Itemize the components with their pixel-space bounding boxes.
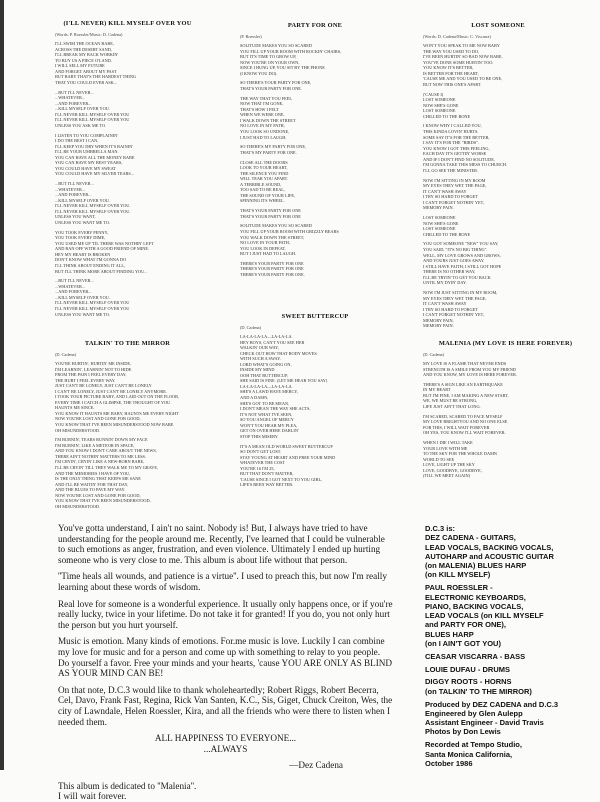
lyric-line: BUT IT'S TIME TO GROW UP, bbox=[240, 54, 297, 60]
lyric-line: AND RAN OFF WITH A GOOD FRIEND OF MINE. bbox=[55, 246, 150, 252]
credit-block bbox=[425, 665, 597, 674]
lyric-line: LOVE, LIGHT UP THE SKY bbox=[423, 462, 475, 468]
lyric-line: LA-LA-LA-LA—LA-LA-LA. bbox=[240, 383, 293, 389]
lyric-stanza bbox=[240, 96, 390, 140]
lyric-line: SO THERE'S YOUR PARTY FOR ONE, bbox=[240, 80, 312, 86]
lyric-line: A TERRIBLE SOUND, bbox=[240, 181, 282, 187]
credit-line: AUTOHARP and ACOUSTIC GUITAR bbox=[425, 551, 554, 561]
closing-message bbox=[58, 733, 393, 754]
lyric-line: ...AND FOREVER... bbox=[55, 100, 92, 106]
lyric-line: YOU GOT SOMEONE "NEW" YOU SAY, bbox=[423, 241, 499, 247]
lyric-line: 'CAUSE SINCE I GOT NEXT TO YOU GIRL, bbox=[240, 476, 323, 482]
credit-line: and PARTY FOR ONE), bbox=[425, 620, 506, 630]
lyric-line: YOU CAN HAVE ALL THE MONEY BABE bbox=[55, 154, 135, 160]
lyric-line: ...KILL MYSELF OVER YOU. bbox=[55, 294, 110, 300]
credit-line: Santa Monica California, bbox=[425, 749, 513, 759]
lyric-line: YOU WALK DOWN THE STREET, bbox=[240, 234, 305, 240]
credit-line: PAUL ROESSLER - bbox=[425, 583, 493, 593]
lyric-line: CLOSE ALL THE DOORS bbox=[240, 159, 288, 165]
lyric-line: SHE'S GOT TO BE MEAN, bbox=[240, 400, 290, 406]
lyric-line: DON'T KNOW WHAT I'M GONNA DO bbox=[55, 257, 127, 263]
lyric-line: I'LL BE TRYIN' TO GET YOU BACK bbox=[423, 274, 491, 280]
lyric-line: SOLITUDE MAKES YOU SO SCARED bbox=[240, 43, 312, 48]
lyric-line: NOW YOU'RE LOST AND GONE FOR GOOD, bbox=[55, 416, 141, 422]
song-credit: (D. Cadena) bbox=[240, 325, 261, 330]
lyric-line: SOME SAY IT'S FOR THE BETTER, bbox=[423, 134, 490, 140]
lyric-stanza bbox=[240, 43, 390, 76]
lyric-line: WALKIN' OUR WAY, bbox=[240, 345, 279, 351]
lyric-line: UNLESS YOU WANT, bbox=[55, 214, 96, 220]
lyric-line: SO YOU ANGEL OF MERCY bbox=[240, 417, 294, 423]
lyric-line: WHEN WE WERE ONE. bbox=[240, 112, 285, 118]
lyric-stanza bbox=[423, 123, 573, 173]
lyric-line: ...WHATEVER... bbox=[55, 186, 86, 192]
credit-line: ELECTRONIC KEYBOARDS, bbox=[425, 592, 526, 602]
liner-notes bbox=[58, 523, 393, 802]
lyric-line: YOU USED ME UP 'TIL THERE WAS NOTHIN' LEFT bbox=[55, 240, 154, 246]
lyric-line: I TRY SO HARD TO FORGET bbox=[423, 306, 478, 312]
lyric-line: YOU KNOW IT'S BETTER, bbox=[423, 65, 474, 71]
lyric-line: I CAN'T FORGET NOTHIN' YET, bbox=[423, 199, 484, 205]
lyric-line: WORLD TO SEE bbox=[423, 456, 455, 462]
lyric-line: OH MISUNDERSTOOD. bbox=[55, 427, 101, 433]
song-credit: (P. Roessler) bbox=[240, 34, 262, 39]
lyric-line: WON'T YOU SPEAK TO ME NOW BABY bbox=[423, 43, 500, 48]
lyric-line: NOW SHE'S GONE bbox=[423, 102, 459, 108]
lyric-line: JUST CAN'T BE LONELY, JUST CAN'T BE LONELY bbox=[55, 383, 152, 389]
song-title: MALENIA (MY LOVE IS HERE FOREVER) bbox=[438, 340, 573, 347]
lyric-line: YOU FILL UP YOUR ROOM WITH ROCKIN' CHAIRS, bbox=[240, 48, 342, 54]
dedication-line: This album is dedicated to ''Malenia''. bbox=[58, 780, 197, 791]
lyric-line: UNTIL MY DYIN' DAY. bbox=[423, 280, 467, 286]
lyric-line: IT'S NOT WHAT I'VE SEEN, bbox=[240, 411, 293, 417]
lyric-line: CHECK OUT HOW THAT BODY MOVES bbox=[240, 350, 317, 356]
lyric-line: I'LL SWIM THE OCEAN BABE, bbox=[55, 41, 114, 46]
lyric-line: AND YOURS JUST GOES AWAY. bbox=[423, 258, 485, 264]
lyric-line: WELL, MY LOVE GROWS AND GROWS, bbox=[423, 252, 501, 258]
lyric-line: ...BUT I'LL NEVER... bbox=[55, 278, 94, 284]
lyric-line: I TOOK YOUR PICTURE BABY, AND LAID OUT ON THE FLOOR, bbox=[55, 394, 180, 400]
lyric-line: WITH SUCH A SWAY. bbox=[240, 356, 281, 362]
lyric-line: AND FORGET ABOUT MY PAST bbox=[55, 68, 117, 74]
lyric-line: LOVE, GOODBYE, GOODBYE, bbox=[423, 467, 482, 473]
lyric-line: THE SILENCE YOU FIND bbox=[240, 170, 289, 176]
lyric-line: (TILL WE MEET AGAIN) bbox=[423, 473, 471, 479]
lyric-line: UNLESS YOU WANT ME TO. bbox=[55, 311, 111, 317]
lyric-line: STOP THIS MISERY. bbox=[240, 433, 279, 439]
lyric-line: ACROSS THE DESERT SAND, bbox=[55, 46, 112, 52]
lyric-line: BUT NOW THIS ONE'S APART. bbox=[423, 81, 482, 87]
notes-paragraph: Real love for someone is a wonderful experience. It usually only happens once, or if you're really lucky, twice in your lifetime. Do not take it for granted! If you do, you not only hurt the person but you hurt yourself. bbox=[58, 598, 393, 630]
lyric-line: I'LL THINK ABOUT ENDING IT ALL, bbox=[55, 262, 126, 268]
lyric-line: I'LL NEVER KILL MYSELF OVER YOU bbox=[55, 117, 130, 123]
lyric-line: I DON'T MEAN THE WAY SHE ACTS, bbox=[240, 406, 311, 412]
lyric-line: HAUNTS ME SINCE. bbox=[55, 405, 95, 411]
lyric-line: SINCE I HUNG UP, YOU SIT BY THE PHONE bbox=[240, 65, 325, 71]
lyric-stanza bbox=[423, 241, 573, 285]
lyric-line: THE WAY YOU USED TO DO, bbox=[423, 48, 480, 54]
lyric-line: ...AND FOREVER... bbox=[55, 289, 92, 295]
lyric-line: I'M LEARNIN', LEARNIN' NOT TO HIDE bbox=[55, 366, 132, 372]
lyric-line: BUT THAT DON'T MATTER, bbox=[240, 471, 294, 477]
lyric-line: SHE SAID IS FINE. (LET ME HEAR YOU SAY) bbox=[240, 378, 328, 384]
lyric-line: I WALK DOWN THE STREET bbox=[240, 117, 296, 123]
lyric-line: THERE'S A SIGN LIKE AN EARTHQUAKE bbox=[423, 381, 503, 387]
lyric-line: NOW SHE'S GONE bbox=[423, 220, 459, 226]
lyric-line: IS BETTER FOR THE HEART, bbox=[423, 70, 479, 76]
lyric-stanza bbox=[240, 80, 390, 91]
lyric-line: CHILLED TO THE BONE bbox=[423, 113, 471, 119]
lyric-line: I JUST HAD TO LAUGH. bbox=[240, 134, 287, 140]
dedication-line: I will wait forever. bbox=[58, 791, 127, 802]
lyric-line: IN MY HEART bbox=[423, 387, 451, 393]
lyric-line: AND I'LL BE WAITIN' FOR THAT DAY, bbox=[55, 481, 129, 487]
lyric-line: I'LL NEVER KILL MYSELF OVER YOU. bbox=[55, 203, 131, 209]
lyric-line: NOW THAT I'M GONE, bbox=[240, 101, 284, 107]
credit-block bbox=[425, 700, 597, 737]
lyric-line: THERE AIN'T NOTHIN' MATTERS TO ME LESS. bbox=[55, 453, 146, 459]
lyric-line: YOU COULD HAVE MY SILVER TEARS... bbox=[55, 171, 135, 177]
lyric-line: MY EYES THEY WET THE PAGE, bbox=[423, 183, 487, 189]
lyric-stanza bbox=[423, 178, 573, 211]
lyric-line: I CAN'T FORGET NOTHIN' YET, bbox=[423, 312, 484, 318]
lyric-line: MY EYES THEY WET THE PAGE, bbox=[423, 295, 487, 301]
song-title: TALKIN' TO THE MIRROR bbox=[84, 340, 171, 347]
lyric-stanza bbox=[423, 290, 573, 329]
lyric-line: SO THERE'S MY PARTY FOR ONE, bbox=[240, 144, 307, 150]
lyric-line: YOUR LOVE WITH ME bbox=[423, 445, 468, 451]
credit-block bbox=[425, 652, 597, 661]
lyric-line: ...BUT I'LL NEVER... bbox=[55, 89, 94, 95]
song-lost-someone bbox=[423, 22, 573, 333]
lyric-line: MY LOVE IS A FLAME THAT NEVER ENDS bbox=[423, 361, 507, 366]
lyric-line: NOW YOU'RE LOST AND GONE FOR GOOD, bbox=[55, 492, 141, 498]
lyric-stanza bbox=[55, 181, 200, 225]
lyric-line: OOH THAT BUTTERCUP, bbox=[240, 372, 288, 378]
lyric-line: I'M SCARED, SCARED TO FACE MYSELF bbox=[423, 413, 503, 419]
lyric-line: I'LL GO SEE THE MINISTER. bbox=[423, 167, 479, 173]
credit-line: Produced by DEZ CADENA and D.C.3 bbox=[425, 699, 559, 709]
lyric-line: 'CAUSE ME AND YOU USED TO BE ONE, bbox=[423, 76, 503, 82]
lyric-line: I'LL BE YOUR UMBRELLA MAN. bbox=[55, 149, 119, 155]
lyric-line: AND YOU KNOW I DON'T CARE ABOUT THE NEWS, bbox=[55, 448, 157, 454]
lyric-line: SPINNING ITS WHEEL. bbox=[240, 198, 285, 204]
lyric-line: TO THE SKY FOR THE WHOLE DAMN bbox=[423, 451, 498, 457]
lyric-stanza bbox=[423, 43, 573, 87]
lyric-line: FROM THE PAIN I FEEL EVERY DAY, bbox=[55, 372, 127, 378]
lyric-line: LORD WHAT'S GOING ON, bbox=[240, 361, 292, 367]
lyric-line: THAT'S MY PARTY FOR ONE. bbox=[240, 149, 297, 155]
lyric-line: NO LOVE IN YOUR PATH, bbox=[240, 240, 290, 246]
song-party-for-one bbox=[240, 22, 390, 282]
lyric-line: WHEN I DIE I WILL TAKE bbox=[423, 440, 473, 446]
lyric-stanza bbox=[240, 160, 390, 204]
lyric-line: IT CAN'T WASH AWAY bbox=[423, 301, 467, 307]
lyric-line: THERE IS NO OTHER WAY, bbox=[423, 269, 476, 275]
lyric-line: THE WAY THAT YOU FEEL bbox=[240, 95, 293, 101]
lyric-line: I'M GONNA TAKE THIS MESS TO CHURCH. bbox=[423, 162, 508, 168]
lyric-line: THAT'S YOUR PARTY FOR ONE bbox=[240, 208, 301, 214]
lyric-line: LOST SOMEONE bbox=[423, 108, 456, 114]
dedication bbox=[58, 781, 393, 802]
lyric-line: THERE'S YOUR PARTY FOR ONE bbox=[240, 266, 304, 272]
lyric-line: ...WHATEVER... bbox=[55, 95, 86, 101]
lyric-line: YOU TOOK EVERY DIME, bbox=[55, 235, 106, 241]
lyric-line: YOU COULD HAVE MY SWEAT bbox=[55, 165, 116, 171]
lyric-line: YOU SAID, "IT'S NO BIG THING". bbox=[423, 246, 488, 252]
lyric-line: WILL TEAR YOU APART. bbox=[240, 176, 289, 182]
lyric-line: NO LOVE IN MY PATH, bbox=[240, 123, 285, 129]
lyric-line: BUT I JUST HAD TO LAUGH. bbox=[240, 251, 297, 257]
lyric-line: I'LL BREAK MY BACK WORKIN' bbox=[55, 52, 119, 58]
lyric-stanza bbox=[240, 208, 390, 219]
credit-line: (on I AIN'T GOT YOU) bbox=[425, 639, 501, 649]
lyric-line: MEMORY PAIN, bbox=[423, 317, 454, 323]
credit-line: Photos by Don Lewis bbox=[425, 727, 501, 737]
credit-line: Assistant Engineer - David Travis bbox=[425, 718, 544, 728]
song-title: PARTY FOR ONE bbox=[287, 22, 343, 29]
lyric-line: I'M BURNIN', LIKE A METEOR IN SPACE, bbox=[55, 442, 135, 448]
lyric-line: BUT I'LL THINK MORE ABOUT FINDING YOU... bbox=[55, 268, 148, 274]
lyric-line: OH YES, YOU KNOW I'LL WAIT FOREVER. bbox=[423, 430, 506, 436]
song-credit: (Words: P. Roessler/Music: D. Cadena) bbox=[55, 32, 123, 37]
lyric-line: NOW I'M SITTING IN MY ROOM bbox=[423, 177, 486, 183]
lyric-line: STAY YOUNG AT HEART AND FREE YOUR MIND bbox=[240, 454, 336, 460]
lyric-line: I'LL KEEP YOU DRY WHEN IT'S RAININ' bbox=[55, 143, 133, 149]
lyric-line: ...WHATEVER... bbox=[55, 283, 86, 289]
song-sweet-buttercup bbox=[240, 313, 390, 492]
credit-line: PIANO, BACKING VOCALS, bbox=[425, 601, 524, 611]
credit-line: DIGGY ROOTS - HORNS bbox=[425, 677, 512, 687]
lyric-line: OH MISUNDERSTOOD. bbox=[55, 503, 101, 509]
credit-line: BLUES HARP bbox=[425, 629, 474, 639]
credit-line: (on MALENIA) BLUES HARP bbox=[425, 561, 527, 571]
lyric-line: BUT I'M FINE, I AM MAKING A NEW START, bbox=[423, 392, 509, 398]
lyric-stanza bbox=[423, 414, 588, 436]
lyric-line: YOU'VE DONE SOME HURTIN' TOO. bbox=[423, 59, 494, 65]
credit-block bbox=[425, 740, 597, 768]
credit-line: LOUIE DUFAU - DRUMS bbox=[425, 664, 510, 674]
notes-paragraph: Music is emotion. Many kinds of emotions. For.me music is love. Luckily I can combine my love for music and for a person and come up with something to relay to you people. Do yourself a favor. Free your minds and your hearts, 'cause YOU ARE ONLY AS BLIND AS YOUR MIND CAN BE! bbox=[58, 636, 393, 679]
lyric-line: YOU LOOK SO UNDONE, bbox=[240, 129, 290, 135]
song-title: LOST SOMEONE bbox=[471, 22, 525, 29]
lyric-line: AND IF I DON'T FIND NO SOLITUDE, bbox=[423, 156, 495, 162]
lyric-line: INSIDE MY MIND bbox=[240, 367, 275, 373]
signature: —Dez Cadena bbox=[289, 760, 343, 771]
lyric-stanza bbox=[55, 133, 200, 177]
lyric-stanza bbox=[55, 361, 200, 433]
lyric-line: YOU FILL UP YOUR ROOM WITH GRIZZLY BEARS bbox=[240, 228, 339, 234]
lyric-line: SHE'S A LAWD HAVE MERCY, bbox=[240, 389, 298, 395]
lyric-line: IS THE ONLY THING THAT KEEPS ME SANE bbox=[55, 476, 141, 482]
page-edge-shadow bbox=[0, 0, 4, 770]
lyric-line: TOO SAD TO BE REAL, bbox=[240, 187, 286, 193]
lyric-line: I DO THE BEST I CAN, bbox=[55, 138, 99, 144]
closing-line: ALL HAPPINESS TO EVERYONE... bbox=[154, 733, 297, 744]
lyric-line: I TRY SO HARD TO FORGET bbox=[423, 194, 478, 200]
lyric-line: I'M CRYIN', CRYIN' LIKE A NEW-BORN BABE, bbox=[55, 459, 145, 465]
lyric-stanza bbox=[423, 361, 588, 378]
lyric-stanza bbox=[240, 444, 390, 488]
notes-paragraph: You've gotta understand, I ain't no saint. Nobody is! But, I always have tried to have understanding for the people around me. Recently, I've learned that I could be vulnerable to such emotions as anger, frustration, and even violence. Ultimately I ended up hurting someone who is very close to me. This album is about life without that person. bbox=[58, 523, 385, 565]
lyric-line: LA-LA-LA-LA—LA-LA-LA. bbox=[240, 334, 293, 339]
lyric-stanza bbox=[55, 41, 200, 85]
lyric-line: CHILLED TO THE BONE bbox=[423, 231, 471, 237]
lyric-line: FOR THIS, I WILL WAIT FOREVER bbox=[423, 424, 490, 430]
lyric-line: SOLITUDE MAKES YOU SO SCARED bbox=[240, 223, 312, 229]
lyric-line: I'LL NEVER KILL MYSELF OVER YOU. bbox=[55, 208, 131, 214]
song-credit: (D. Cadena) bbox=[55, 352, 76, 357]
lyric-line: THAT'S HOW I FELT bbox=[240, 106, 279, 112]
lyric-line: THAT'S YOUR PARTY FOR ONE. bbox=[240, 86, 302, 92]
lyric-stanza bbox=[240, 334, 390, 439]
lyric-line: EVERY TIME I CATCH A GLIMPSE, THE THOUGHT OF YOU bbox=[55, 399, 171, 405]
lyric-stanza bbox=[423, 440, 588, 479]
lyric-line: MY LOVE BRIGHTYOU AND NO ONE ELSE bbox=[423, 419, 508, 425]
lyric-line: NOW YOU'RE ON YOUR OWN, bbox=[240, 59, 300, 65]
lyric-line: WHATEVER THE COST bbox=[240, 460, 286, 466]
band-credits bbox=[425, 524, 597, 772]
lyric-line: I LISTEN TO YOU COMPLAININ' bbox=[55, 132, 118, 138]
credit-line: LEAD VOCALS (on KILL MYSELF bbox=[425, 611, 544, 621]
lyric-line: SO DON'T GET LOST. bbox=[240, 449, 282, 455]
lyric-line: AND A DAMN, bbox=[240, 395, 269, 401]
lyric-line: THE SOUND OF YOUR LIFE, bbox=[240, 192, 296, 198]
lyric-line: I'M BURNIN', TEARS RUNNIN' DOWN MY FACE bbox=[55, 437, 148, 443]
song-title: (I'LL NEVER) KILL MYSELF OVER YOU bbox=[63, 20, 192, 27]
song-title: SWEET BUTTERCUP bbox=[281, 313, 349, 320]
lyric-line: THERE'S YOUR PARTY FOR ONE bbox=[240, 260, 304, 266]
lyric-line: I WILL SELL MY FUTURE bbox=[55, 63, 105, 69]
lyric-stanza bbox=[240, 223, 390, 256]
lyric-line: TO BUY US A PIECE O'LAND. bbox=[55, 57, 112, 63]
lyric-line: ('CAUSE I) bbox=[423, 91, 444, 97]
lyric-line: AND THE BLUES TO PAVE MY WAY. bbox=[55, 487, 126, 493]
lyric-line: STRENGTH IS A SMILE FROM YOU MY FRIEND bbox=[423, 366, 516, 372]
lyric-line: ...KILL MYSELF OVER YOU. bbox=[55, 106, 110, 112]
lyric-line: MEMORY PAIN. bbox=[423, 205, 454, 211]
lyric-line: AND THE MEMORIES I HAVE OF YOU, bbox=[55, 470, 131, 476]
credit-block bbox=[425, 583, 597, 648]
lyric-stanza bbox=[55, 230, 200, 274]
lyric-stanza bbox=[55, 278, 200, 317]
lyric-line: EACH DAY IT'S GETTIN' WORSE bbox=[423, 151, 487, 157]
lyric-line: MEMORY PAIN. bbox=[423, 323, 454, 329]
lyric-line: I'LL BE CRYIN' TILL THEY WALK ME TO MY GRAVE, bbox=[55, 465, 159, 471]
lyric-line: I'LL NEVER KILL MYSELF OVER YOU bbox=[55, 306, 130, 311]
lyric-line: (I KNOW YOU DO). bbox=[240, 70, 278, 76]
lyric-stanza bbox=[55, 437, 200, 509]
lyric-line: I'LL NEVER KILL MYSELF OVER YOU bbox=[55, 300, 130, 306]
lyric-line: WON'T YOU HEAR MY PLEA, bbox=[240, 422, 298, 428]
lyric-stanza bbox=[423, 382, 588, 410]
lyric-line: LOST SOMEONE bbox=[423, 97, 456, 103]
lyric-line: YOU KNOW THAT I'VE BEEN MISUNDERSTOOD, bbox=[55, 498, 151, 504]
lyric-line: THIS KINDA LOVIN' HURTS. bbox=[423, 129, 479, 135]
lyric-line: LOOK TO YOUR HEART, bbox=[240, 165, 288, 171]
lyric-line: LIFE'S BEEN WAY BETTER. bbox=[240, 482, 294, 488]
song-credit: (D. Cadena) bbox=[423, 352, 444, 357]
lyric-stanza bbox=[423, 215, 573, 237]
lyric-line: HEY MY HEART IS BROKEN bbox=[55, 251, 111, 257]
lyric-line: I KNOW WHY I CALLED YOU, bbox=[423, 123, 482, 129]
credit-line: DEZ CADENA - GUITARS, bbox=[425, 533, 516, 543]
credit-line: Recorded at Tempo Studio, bbox=[425, 740, 522, 750]
lyric-line: THERE'S YOUR PARTY FOR ONE. bbox=[240, 272, 305, 277]
lyric-stanza bbox=[240, 144, 390, 155]
lyric-line: IT'S A MEAN OLD WORLD SWEET BUTTERCUP bbox=[240, 443, 333, 449]
credit-line: LEAD VOCALS, BACKING VOCALS, bbox=[425, 542, 554, 552]
lyric-line: YOU KNOW IT HAUNTS ME BABY, HAUNTS ME EVERY NIGHT bbox=[55, 410, 179, 416]
lyric-line: THAT YOU COULD EVER ASK... bbox=[55, 79, 117, 85]
lyric-line: I'LL NEVER KILL MYSELF OVER YOU bbox=[55, 111, 130, 117]
lyric-line: LOST SOMEONE bbox=[423, 215, 456, 221]
lyric-line: ...AND FOREVER... bbox=[55, 192, 92, 198]
credit-line: (on TALKIN' TO THE MIRROR) bbox=[425, 686, 532, 696]
lyric-line: ...KILL MYSELF OVER YOU. bbox=[55, 197, 110, 203]
lyric-line: GET ON OVER HERE DARLIN' bbox=[240, 428, 299, 434]
lyric-line: THAT'S YOUR PARTY FOR ONE bbox=[240, 213, 301, 219]
lyric-stanza bbox=[55, 90, 200, 129]
lyric-line: YOU KNOW I GOT THIS FEELING, bbox=[423, 145, 490, 151]
lyric-line: WE, WE MUST BE STRONG, bbox=[423, 398, 478, 404]
song-malenia bbox=[423, 340, 588, 483]
lyric-line: UNLESS YOU WANT ME TO. bbox=[55, 219, 111, 225]
lyric-line: I'VE BEEN HURTIN' SO BAD NOW BABE, bbox=[423, 54, 503, 60]
lyric-line: YOU LOOK IN DEFEAT, bbox=[240, 245, 286, 251]
lyric-line: YOU'RE HURTIN', HURTIN' ME INSIDE, bbox=[55, 361, 132, 366]
credit-line: Engineered by Glen Aulepp bbox=[425, 708, 523, 718]
lyric-line: I SAY IT'S FOR THE "BIRDS". bbox=[423, 140, 479, 146]
lyric-line: ...BUT I'LL NEVER... bbox=[55, 181, 94, 187]
lyric-stanza bbox=[423, 92, 573, 120]
lyric-line: I CAN'T BE LONELY, JUST CAN'T BE LONELY ANYMORE. bbox=[55, 388, 167, 394]
lyric-line: UNLESS YOU ASK ME TO. bbox=[55, 122, 107, 128]
credit-block bbox=[425, 677, 597, 696]
lyric-line: YOU KNOW THAT I'VE BEEN MISUNDERSTOOD NOW BABE bbox=[55, 422, 174, 428]
lyric-line: BUT BABY THAT'S THE HARDEST THING bbox=[55, 74, 137, 80]
notes-paragraph: On that note, D.C.3 would like to thank wholeheartedly; Robert Riggs, Robert Becerra, Cel, Davo, Frank Fast, Regina, Rick Van Santen, K.C., Sis, Giget, Chuck Creiton, Wes, the city of Lawndale, Helen Roessler, Kira, and all the friends who were there to listen when I needed them. bbox=[58, 684, 393, 727]
song-talkin-to-the-mirror bbox=[55, 340, 200, 514]
lyric-line: LOST SOMEONE bbox=[423, 226, 456, 232]
song-credit: (Words: D. Cadena/Music: C. Viscarra) bbox=[423, 34, 491, 39]
credit-line: CEASAR VISCARRA - BASS bbox=[425, 651, 526, 661]
credit-line: (on KILL MYSELF) bbox=[425, 570, 491, 580]
lyric-line: I STILL HAVE FAITH, I STILL GOT HOPE bbox=[423, 263, 502, 269]
closing-line: ...ALWAYS bbox=[203, 743, 248, 754]
lyric-line: NOW I'M JUST SITTING IN MY ROOM, bbox=[423, 290, 498, 295]
lyric-line: THE HURT I FEEL EVERY WAY. bbox=[55, 377, 116, 383]
song-kill-myself bbox=[55, 20, 200, 321]
lyric-stanza bbox=[240, 261, 390, 278]
credit-block bbox=[425, 524, 597, 580]
lyric-line: YOU CAN HAVE MY BEST YEARS, bbox=[55, 160, 123, 166]
credit-line: D.C.3 is: bbox=[425, 524, 456, 533]
notes-paragraph: ''Time heals all wounds, and patience is a virtue''. I used to preach this, but now I'm really learning about these words of wisdom. bbox=[58, 571, 387, 592]
lyric-line: HEY BOYS, CAN'T YOU SEE HER bbox=[240, 339, 305, 345]
lyric-line: LIFE JUST AIN'T THAT LONG. bbox=[423, 404, 481, 410]
lyric-line: YOU'RE 16 I'M 25, bbox=[240, 465, 275, 471]
lyric-line: AND YOU KNOW, MY LOVE IS HERE FOREVER. bbox=[423, 372, 517, 378]
credit-line: October 1986 bbox=[425, 758, 473, 768]
lyric-line: YOU TOOK EVERY PENNY, bbox=[55, 229, 109, 235]
lyric-line: IT CAN'T WASH AWAY bbox=[423, 188, 467, 194]
